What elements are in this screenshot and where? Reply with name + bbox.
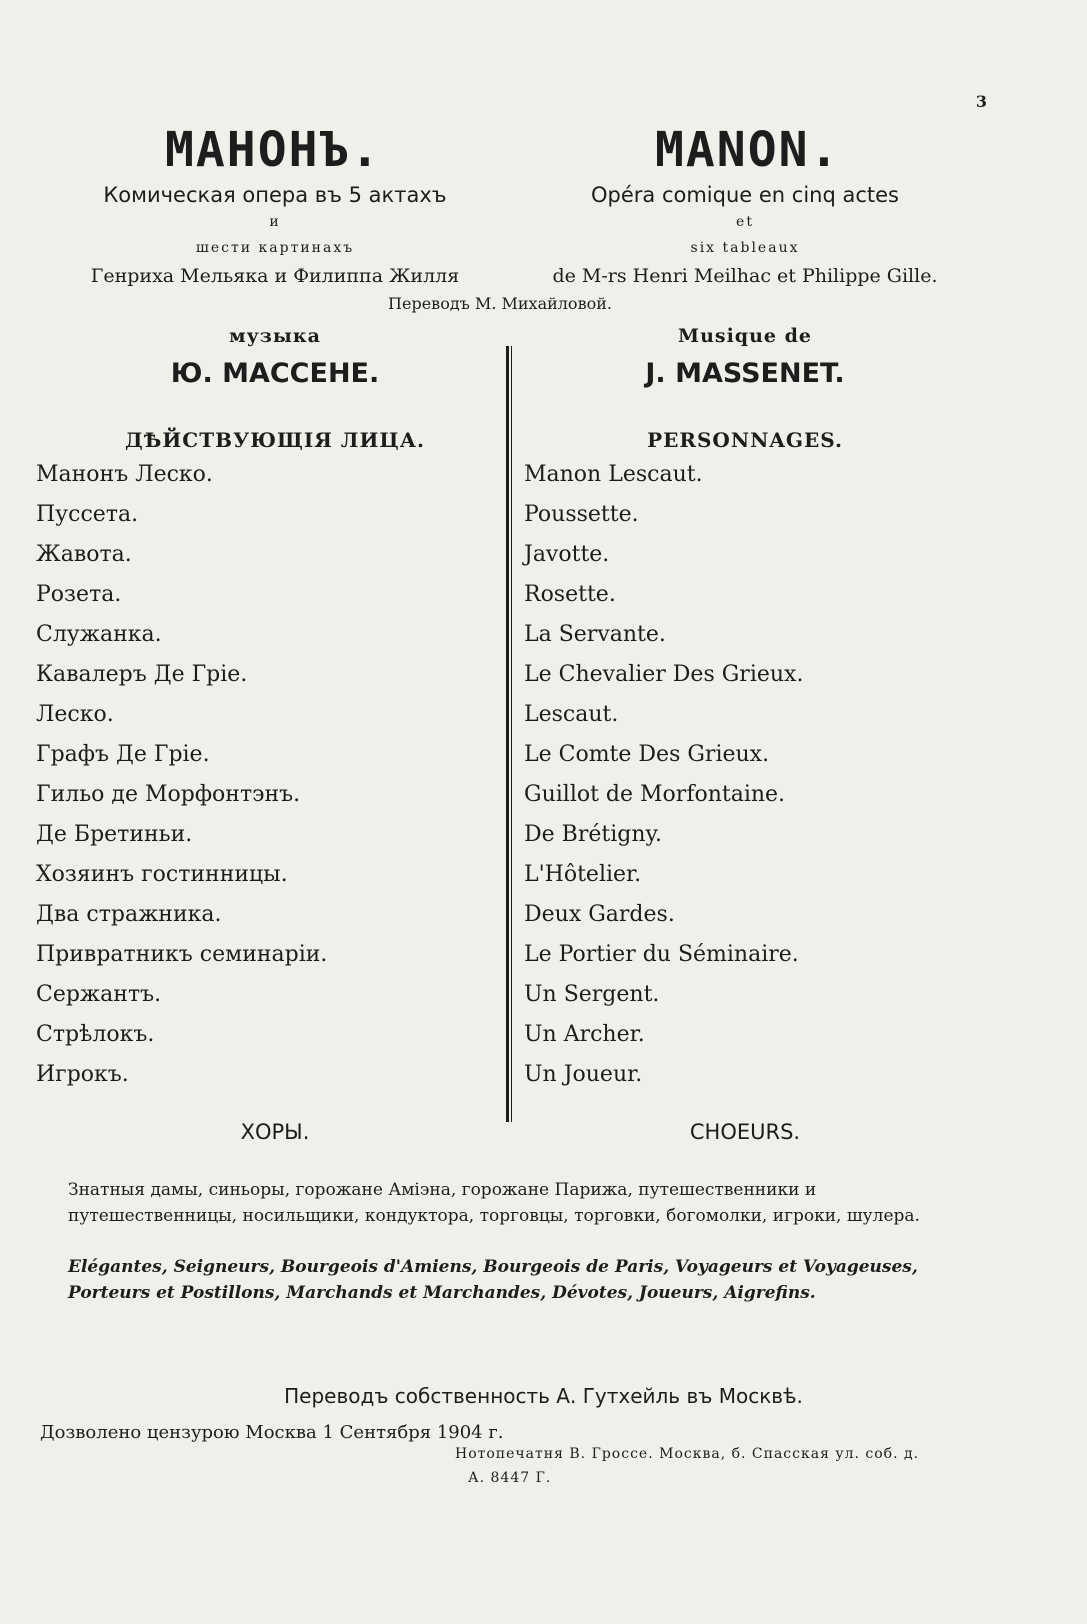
chorus-heading-ru: ХОРЫ. [240,1120,310,1144]
subtitle-ru: Комическая опера въ 5 актахъ [103,183,447,207]
pictures-ru: шести картинахъ [195,240,355,256]
list-item: Un Archer. [524,1022,645,1047]
characters-heading-fr: PERSONNAGES. [647,428,843,452]
list-item: Le Portier du Séminaire. [524,942,799,967]
subtitle-fr: Opéra comique en cinq actes [591,183,899,207]
list-item: Poussette. [524,502,639,527]
list-item: Игрокъ. [36,1062,129,1087]
list-item: Пуссета. [36,502,139,527]
list-item: Manon Lescaut. [524,462,703,487]
authors-fr: de M-rs Henri Meilhac et Philippe Gille. [552,265,938,287]
composer-fr: J. MASSENET. [645,358,845,389]
list-item: L'Hôtelier. [524,862,642,887]
list-item: Служанка. [36,622,162,647]
characters-list-fr [524,455,803,1095]
list-item: Deux Gardes. [524,902,675,927]
list-item: Леско. [36,702,114,727]
list-item: Lescaut. [524,702,619,727]
printer-imprint: Нотопечатня В. Гроссе. Москва, б. Спасская ул. соб. д. [455,1446,920,1462]
list-item: Guillot de Morfontaine. [524,782,786,807]
list-item: Де Бретиньи. [36,822,193,847]
censorship-notice: Дозволено цензурою Москва 1 Сентября 1904 г. [40,1422,504,1443]
translator-credit: Переводъ М. Михайловой. [388,294,612,313]
characters-list-ru [36,455,327,1095]
characters-heading-ru: ДѢЙСТВУЮЩІЯ ЛИЦА. [125,428,425,452]
music-label-fr: Musique de [678,325,812,347]
list-item: Стрѣлокъ. [36,1022,155,1047]
title-ru: МАНОНЪ. [165,122,382,178]
list-item: Сержантъ. [36,982,162,1007]
plate-number: А. 8447 Г. [468,1470,552,1486]
list-item: Два стражника. [36,902,222,927]
composer-ru: Ю. МАССЕНЕ. [170,358,380,389]
list-item: Rosette. [524,582,616,607]
pictures-fr: six tableaux [690,240,800,256]
authors-ru: Генриха Мельяка и Филиппа Жилля [90,265,460,287]
rights-notice: Переводъ собственность А. Гутхейль въ Москвѣ. [284,1384,803,1408]
list-item: Le Comte Des Grieux. [524,742,770,767]
page-number: 3 [975,92,987,111]
list-item: La Servante. [524,622,666,647]
column-divider-thin [511,346,512,1122]
list-item: De Brétigny. [524,822,662,847]
music-label-ru: музыка [229,325,321,347]
list-item: Гильо де Морфонтэнъ. [36,782,301,807]
list-item: Un Joueur. [524,1062,643,1087]
list-item: Жавота. [36,542,132,567]
title-fr: MANON. [655,122,841,178]
chorus-heading-fr: CHOEURS. [689,1120,801,1144]
chorus-text-fr: Elégantes, Seigneurs, Bourgeois d'Amiens, Bourgeois de Paris, Voyageurs et Voyageuses, Porteurs et Postillons, Marchands et Marchandes, Dévotes, Joueurs, Aigrefins. [68,1257,918,1303]
list-item: Графъ Де Гріе. [36,742,210,767]
list-item: Un Sergent. [524,982,660,1007]
list-item: Привратникъ семинаріи. [36,942,328,967]
list-item: Манонъ Леско. [36,462,213,487]
column-divider [506,346,509,1122]
list-item: Хозяинъ гостинницы. [36,862,288,887]
list-item: Кавалеръ Де Гріе. [36,662,248,687]
conj-fr: et [736,214,754,230]
list-item: Розета. [36,582,122,607]
list-item: Javotte. [524,542,610,567]
list-item: Le Chevalier Des Grieux. [524,662,804,687]
chorus-text-ru: Знатныя дамы, синьоры, горожане Аміэна, горожане Парижа, путешественники и путешественницы, носильщики, кондуктора, торговцы, торговки, богомолки, игроки, шулера. [68,1180,920,1226]
conj-ru: и [269,214,281,230]
